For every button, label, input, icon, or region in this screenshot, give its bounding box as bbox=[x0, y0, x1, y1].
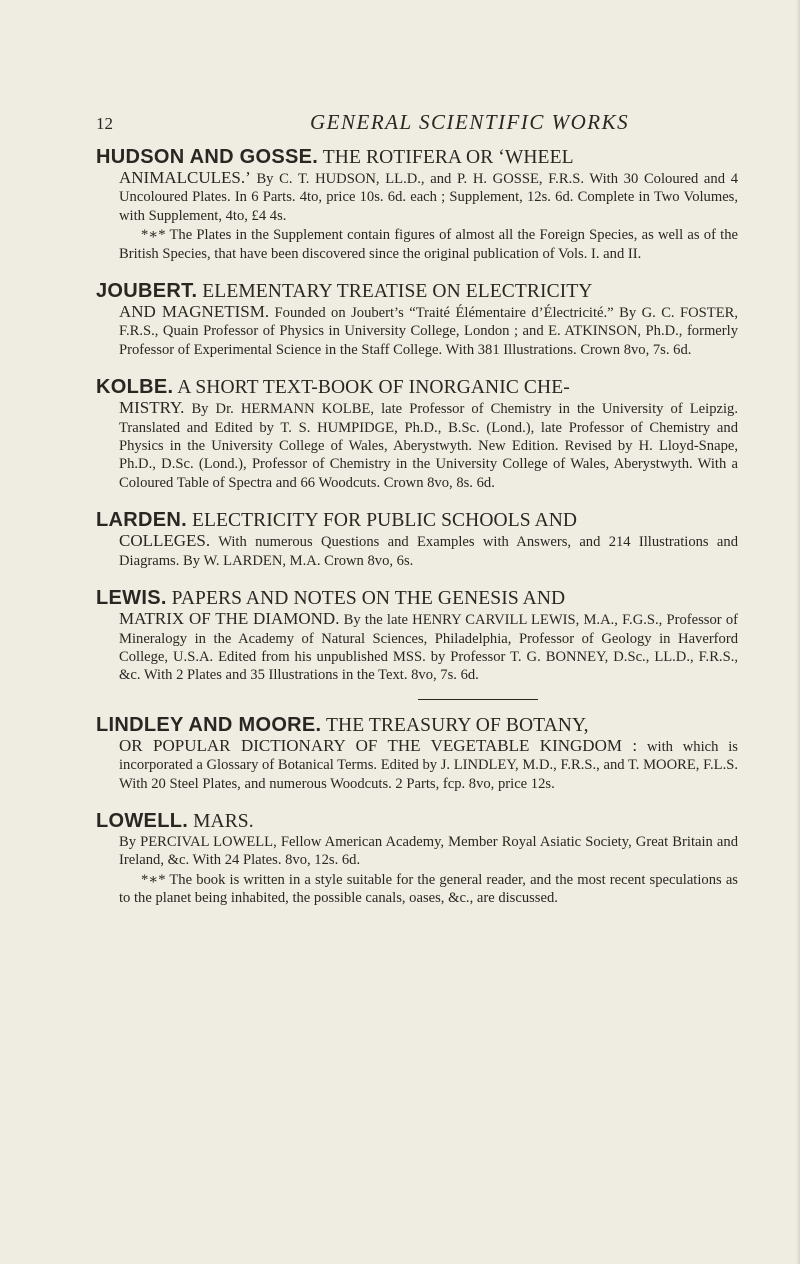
page-number: 12 bbox=[96, 114, 113, 133]
entry-title: THE ROTIFERA OR ‘WHEEL bbox=[322, 147, 574, 168]
entry-heading bbox=[96, 509, 738, 532]
entry-author: JOUBERT. bbox=[96, 280, 198, 303]
running-title: GENERAL SCIENTIFIC WORKS bbox=[310, 110, 630, 134]
entry-heading bbox=[96, 376, 738, 399]
entry-title-continuation: ANIMALCULES.’ bbox=[119, 168, 251, 187]
entry-description: By C. T. HUDSON, LL.D., and P. H. GOSSE, F.R.S. With 30 Coloured and 4 Uncoloured Plates. In 6 Parts. 4to, price 10s. 6d. each ; Supplement, 12s. 6d. Complete in Two Volumes, with Supplement, 4to, £4 4s. bbox=[119, 171, 738, 224]
entry-kolbe bbox=[96, 376, 738, 492]
running-head bbox=[96, 110, 736, 140]
entry-lewis bbox=[96, 587, 738, 685]
entry-heading bbox=[96, 714, 738, 737]
entry-heading bbox=[96, 810, 738, 833]
entry-heading bbox=[96, 587, 738, 610]
entry-lowell bbox=[96, 810, 738, 908]
entry-title: THE TREASURY OF BOTANY, bbox=[326, 714, 589, 736]
entry-author: LEWIS. bbox=[96, 587, 167, 610]
entry-author: LOWELL. bbox=[96, 809, 189, 832]
entry-heading bbox=[96, 146, 738, 169]
entry-title-continuation: COLLEGES. bbox=[119, 531, 211, 551]
entry-author: LINDLEY AND MOORE. bbox=[96, 713, 322, 736]
catalogue-entries bbox=[96, 146, 738, 925]
entry-note: *∗* The book is written in a style suitable for the general reader, and the most recent speculations as to the planet being inhabited, the possible canals, oases, &c., are discussed. bbox=[119, 871, 738, 907]
entry-description: By Dr. HERMANN KOLBE, late Professor of Chemistry in the University of Leipzig. Translated and Edited by T. S. HUMPIDGE, Ph.D., B.Sc. (Lond.), late Professor of Chemistry and Physics in the University College of Wales, Aberystwyth. New Edition. Revised by H. Lloyd-Snape, Ph.D., D.Sc. (Lond.), Professor of Chemistry in the University College of Wales, Aberystwyth. With a Coloured Table of Spectra and 66 Woodcuts. Crown 8vo, 8s. 6d. bbox=[119, 401, 738, 491]
entry-description: with which is incorporated a Glossary of Botanical Terms. Edited by J. LINDLEY, M.D., F.R.S., and T. MOORE, F.L.S. With 20 Steel Plates, and numerous Woodcuts. 2 Parts, fcp. 8vo, price 12s. bbox=[119, 738, 738, 792]
entry-larden bbox=[96, 509, 738, 570]
entry-body bbox=[96, 303, 738, 359]
page-edge-shadow bbox=[796, 0, 800, 1264]
entry-body bbox=[96, 399, 738, 492]
section-rule bbox=[418, 699, 538, 700]
entry-title: PAPERS AND NOTES ON THE GENESIS AND bbox=[171, 588, 566, 610]
entry-joubert bbox=[96, 280, 738, 359]
entry-description: With numerous Questions and Examples with Answers, and 214 Illustrations and Diagrams. By W. LARDEN, M.A. Crown 8vo, 6s. bbox=[119, 534, 738, 569]
entry-lindley-moore bbox=[96, 714, 738, 793]
entry-author: HUDSON AND GOSSE. bbox=[96, 146, 319, 168]
entry-title: MARS. bbox=[193, 810, 254, 832]
entry-description: By PERCIVAL LOWELL, Fellow American Academy, Member Royal Asiatic Society, Great Britain and Ireland, &c. With 24 Plates. 8vo, 12s. 6d. bbox=[119, 833, 738, 869]
entry-author: LARDEN. bbox=[96, 509, 187, 532]
entry-body bbox=[96, 610, 738, 685]
entry-title-continuation: MATRIX OF THE DIAMOND. bbox=[119, 609, 340, 629]
entry-body bbox=[96, 833, 738, 870]
entry-title: A SHORT TEXT-BOOK OF INORGANIC CHE- bbox=[177, 377, 570, 399]
entry-title: ELECTRICITY FOR PUBLIC SCHOOLS AND bbox=[191, 510, 578, 532]
entry-hudson-gosse bbox=[96, 146, 738, 263]
entry-title-continuation: OR POPULAR DICTIONARY OF THE VEGETABLE KINGDOM : bbox=[119, 735, 638, 755]
entry-title: ELEMENTARY TREATISE ON ELECTRICITY bbox=[202, 281, 593, 303]
entry-body bbox=[96, 169, 738, 225]
entry-author: KOLBE. bbox=[96, 376, 174, 399]
entry-description: Founded on Joubert’s “Traité Élémentaire d’Électricité.” By G. C. FOSTER, F.R.S., Quain Professor of Physics in University College, London ; and E. ATKINSON, Ph.D., formerly Professor of Experimental Science in the Staff College. With 381 Illustrations. Crown 8vo, 7s. 6d. bbox=[119, 305, 739, 358]
entry-description: By the late HENRY CARVILL LEWIS, M.A., F.G.S., Professor of Mineralogy in the Academy of Natural Sciences, Philadelphia, Professor of Geology in Haverford College, U.S.A. Edited from his unpublished MSS. by Professor T. G. BONNEY, D.Sc., LL.D., F.R.S., &c. With 2 Plates and 35 Illustrations in the Text. 8vo, 7s. 6d. bbox=[119, 612, 738, 684]
entry-body bbox=[96, 737, 738, 793]
entry-heading bbox=[96, 280, 738, 303]
entry-note: *∗* The Plates in the Supplement contain figures of almost all the Foreign Species, as well as of the British Species, that have been discovered since the original publication of Vols. I. and II. bbox=[119, 227, 738, 262]
entry-title-continuation: MISTRY. bbox=[119, 398, 185, 418]
entry-title-continuation: AND MAGNETISM. bbox=[119, 302, 270, 322]
entry-body bbox=[96, 532, 738, 570]
